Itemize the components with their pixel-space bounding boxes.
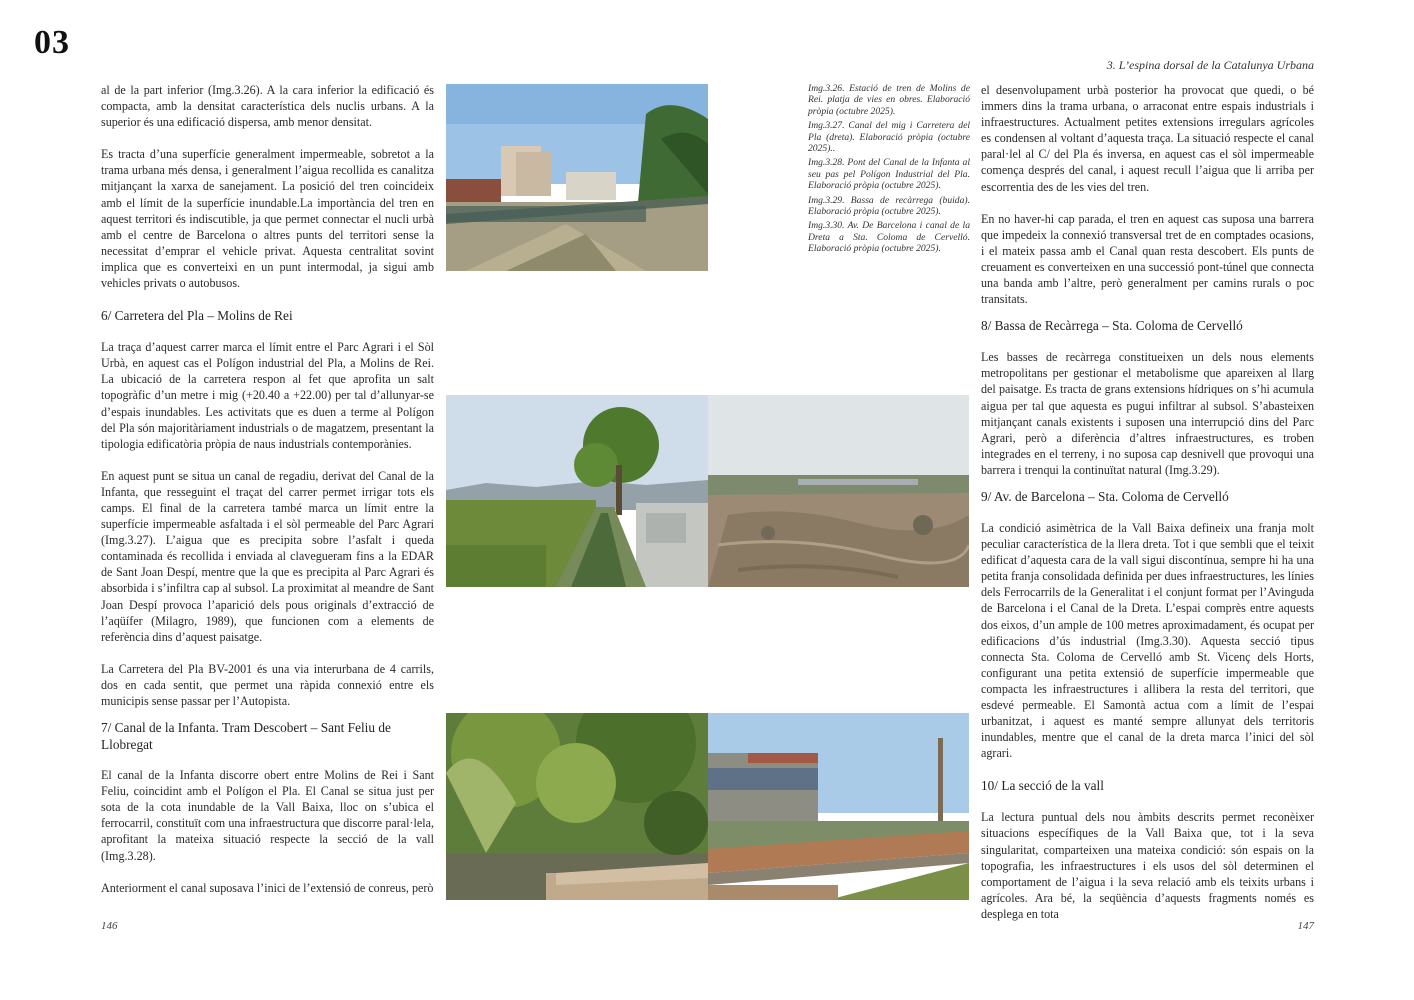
caption-img-3-30: Img.3.30. Av. De Barcelona i canal de la Dreta a Sta. Coloma de Cervelló. Elaboració pròpia (octubre 2025). bbox=[808, 220, 970, 255]
photo-recharge-basin bbox=[708, 395, 969, 587]
right-text-column bbox=[981, 82, 1314, 938]
caption-img-3-29: Img.3.29. Bassa de recàrrega (buida). Elaboració pròpia (octubre 2025). bbox=[808, 194, 970, 218]
photo-captions bbox=[808, 83, 970, 258]
photo-canal-road bbox=[446, 395, 708, 587]
caption-img-3-26: Img.3.26. Estació de tren de Molins de Rei. platja de vies en obres. Elaboració pròpia (octubre 2025). bbox=[808, 83, 970, 117]
paragraph: La traça d’aquest carrer marca el límit entre el Parc Agrari i el Sòl Urbà, en aquest cas el Polígon industrial del Pla, a Molins de Rei. La ubicació de la carretera respon al fet que aprofita un salt topogràfic d’un metre i mig (+20.40 a +22.00) per tal d’allunyar-se d’espais inundables. Les activitats que es duen a terme al Polígon del Pla són majoritàriament industrials o de magatzem, presentant la tipologia edificatòria pròpia de naus industrials contemporànies. bbox=[101, 340, 434, 451]
section-heading-7: 7/ Canal de la Infanta. Tram Descobert – Sant Feliu de Llobregat bbox=[101, 720, 391, 753]
paragraph: En no haver-hi cap parada, el tren en aquest cas suposa una barrera que impedeix la connexió transversal tret de en comptades ocasions, i el mateix passa amb el Canal quan resta descobert. Els punts de creuament es converteixen en una successió pont-túnel que connecta una banda amb l’altre, però generalment per camins rurals o poc transitats. bbox=[981, 211, 1314, 307]
photo-avenue-canal bbox=[708, 713, 969, 900]
paragraph: Es tracta d’una superfície generalment impermeable, sobretot a la trama urbana més densa, i generalment l’aigua recollida es canalitza mitjançant la xarxa de sanejament. La posició del tren coincideix amb el límit de la superfície inundable.La importància del tren en aquest territori és indiscutible, ja que permet connectar el nucli urbà amb el centre de Barcelona o altres punts del territori sense la necessitat d’emprar el vehicle privat. Aquesta centralitat sovint implica que es converteixi en un punt intermodal, ja sigui amb vehicles privats o autobusos. bbox=[101, 147, 434, 291]
section-heading-10: 10/ La secció de la vall bbox=[981, 778, 1104, 794]
paragraph: El canal de la Infanta discorre obert entre Molins de Rei i Sant Feliu, coincidint amb el Polígon el Pla. El Canal se situa just per sota de la cota inundable de la Vall Baixa, lloc on s’ubica el ferrocarril, constituït com una infraestructura que discorre paral·lela, aprofitant la mateixa situació respecte la secció de la vall (Img.3.28). bbox=[101, 768, 434, 863]
paragraph: Les basses de recàrrega constitueixen un dels nous elements metropolitans per gestionar el metabolisme que apareixen al llarg del paisatge. Es tracta de grans extensions hídriques on s’hi acumula aigua per tal que aquesta es pugui infiltrar al subsol. S’abasteixen mitjançant canals existents i suposen una interrupció dins del Parc Agrari, però a diferència d’altres infraestructures, es troben integrades en el terreny, i no suposa cap desnivell que provoqui una barrera i trenqui la continuïtat natural (Img.3.29). bbox=[981, 350, 1314, 477]
caption-img-3-27: Img.3.27. Canal del mig i Carretera del Pla (dreta). Elaboració pròpia (octubre 2025).. bbox=[808, 120, 970, 155]
paragraph: Anteriorment el canal suposava l’inici de l’extensió de conreus, però bbox=[101, 880, 434, 895]
caption-img-3-28: Img.3.28. Pont del Canal de la Infanta al seu pas pel Polígon Industrial del Pla. Elaboració pròpia (octubre 2025). bbox=[808, 157, 970, 192]
section-heading-9: 9/ Av. de Barcelona – Sta. Coloma de Cervelló bbox=[981, 488, 1229, 504]
paragraph: La lectura puntual dels nou àmbits descrits permet reconèixer situacions específiques de la Vall Baixa que, tot i la seva singularitat, comparteixen una mateixa condició: són espais on la topografia, les infraestructures i els usos del sòl determinen el comportament de l’aigua i la seva relació amb els teixits urbans i agrícoles. Ara bé, la seqüència d’aquests fragments només es desplega en tota bbox=[981, 810, 1314, 921]
running-title: 3. L’espina dorsal de la Catalunya Urbana bbox=[1106, 58, 1314, 72]
paragraph: el desenvolupament urbà posterior ha provocat que quedi, o bé immers dins la trama urbana, o arraconat entre espais industrials i infraestructures. Actualment petites extensions irregulars agrícoles es condensen al voltant d’aquesta traça. La situació respecte el canal paral·lel al C/ del Pla és inversa, en aquest cas el sòl impermeable comença després del canal, i aquest recull l’aigua que li arriba per escorrentia des de les vies del tren. bbox=[981, 83, 1314, 194]
photo-canal-bridge bbox=[446, 713, 708, 900]
photo-train-station bbox=[446, 84, 708, 271]
left-text-column bbox=[101, 82, 434, 912]
section-heading-8: 8/ Bassa de Recàrrega – Sta. Coloma de Cervelló bbox=[981, 318, 1243, 334]
page-number-right: 147 bbox=[1297, 920, 1314, 932]
paragraph: La Carretera del Pla BV-2001 és una via interurbana de 4 carrils, dos en cada sentit, que permet una ràpida connexió entre els municipis sense passar per l’Autopista. bbox=[101, 661, 434, 708]
chapter-number: 03 bbox=[34, 24, 70, 61]
page-number-left: 146 bbox=[101, 920, 118, 932]
paragraph: al de la part inferior (Img.3.26). A la cara inferior la edificació és compacta, amb la densitat característica dels nuclis urbans. A la superior és una edificació dispersa, amb menor densitat. bbox=[101, 83, 434, 130]
paragraph: La condició asimètrica de la Vall Baixa defineix una franja molt peculiar característica de la llera dreta. Tot i que sembli que el teixit edificat d’aquesta cara de la vall sigui discontínua, sempre hi ha una petita franja consolidada definida per dues infraestructures, les línies dels Ferrocarrils de la Generalitat i el conjunt format per l’Avinguda de Barcelona i el Canal de la Dreta. L’espai comprès entre aquests dos eixos, d’un ample de 100 metres aproximadament, és ocupat per edificacions d’ús industrial (Img.3.30). Aquesta secció tipus connecta Sta. Coloma de Cervelló amb St. Vicenç dels Horts, configurant una petita extensió de superfície impermeable que compacta les infraestructures i allibera la resta del territori, que esdevé permeable. El Samontà actua com a límit de l’espai urbanitzat, i aquest es manté sempre allunyat dels territoris inundables, mentre que el canal de la dreta marca l’inici del sòl agrari. bbox=[981, 520, 1314, 761]
paragraph: En aquest punt se situa un canal de regadiu, derivat del Canal de la Infanta, que resseguint el traçat del carrer permet irrigar tots els camps. El final de la carretera també marca un límit entre la superfície impermeable asfaltada i el sòl permeable del Parc Agrari (Img.3.27). L’aigua que es precipita sobre l’asfalt i queda contaminada és recollida i enviada al clavegueram fins a la EDAR de Sant Joan Despí, mentre que la que es precipita al Parc Agrari és absorbida i s’infiltra cap al subsol. La proximitat al meandre de Sant Joan Despí provoca l’aparició dels pous originals d’extracció de l’aqüífer (Milagro, 1989), que funcionen com a elements de referència dins d’aquest paisatge. bbox=[101, 468, 434, 644]
section-heading-6: 6/ Carretera del Pla – Molins de Rei bbox=[101, 308, 293, 324]
